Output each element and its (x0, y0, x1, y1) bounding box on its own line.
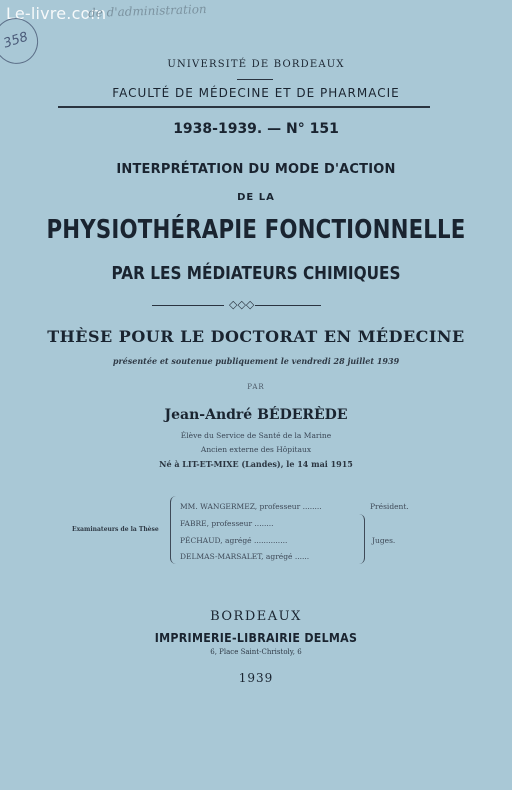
jury-brace-right (358, 514, 365, 564)
short-divider (237, 79, 273, 80)
author-title-2: Ancien externe des Hôpitaux (200, 445, 312, 454)
jury-label: Examinateurs de la Thèse (72, 526, 159, 533)
ornament-rule-left (152, 305, 224, 306)
jury-member: MM. WANGERMEZ, professeur ........ (180, 502, 322, 511)
year-and-number: 1938-1939. — N° 151 (173, 121, 339, 137)
jury-brace-left (170, 496, 179, 564)
publisher-address: 6, Place Saint-Christoly, 6 (210, 648, 302, 656)
author-title-1: Élève du Service de Santé de la Marine (180, 431, 332, 440)
by-label: PAR (247, 383, 265, 391)
ornament-diamonds: ◇◇◇ (229, 298, 255, 311)
university-name: UNIVERSITÉ DE BORDEAUX (167, 59, 345, 70)
title-line-2: DE LA (237, 192, 275, 203)
jury-member: PÉCHAUD, agrégé .............. (180, 536, 288, 545)
thesis-heading: THÈSE POUR LE DOCTORAT EN MÉDECINE (47, 327, 465, 346)
publisher-name: IMPRIMERIE-LIBRAIRIE DELMAS (154, 631, 358, 645)
faculty-name: FACULTÉ DE MÉDECINE ET DE PHARMACIE (112, 86, 400, 100)
title-line-1: INTERPRÉTATION DU MODE D'ACTION (116, 162, 396, 177)
ornament-rule-right (255, 305, 321, 306)
publisher-city: BORDEAUX (210, 609, 302, 624)
presentation-date: présentée et soutenue publiquement le vendredi 28 juillet 1939 (112, 356, 400, 366)
role-juges: Juges. (372, 536, 396, 545)
header-divider (58, 106, 430, 108)
number-stamp: 358 (0, 12, 44, 69)
role-president: Président. (370, 502, 409, 511)
title-main: PHYSIOTHÉRAPIE FONCTIONNELLE (46, 215, 466, 245)
author-birth: Né à LIT-ET-MIXE (Landes), le 14 mai 1915 (159, 459, 353, 469)
handwritten-note: de d'administration (87, 1, 207, 21)
jury-member: FABRE, professeur ........ (180, 519, 274, 528)
title-line-4: PAR LES MÉDIATEURS CHIMIQUES (111, 263, 401, 284)
site-watermark: Le-livre.com (6, 4, 107, 23)
publication-year: 1939 (238, 671, 274, 685)
jury-member: DELMAS-MARSALET, agrégé ...... (180, 552, 310, 561)
author-name: Jean-André BÉDERÈDE (164, 407, 348, 423)
